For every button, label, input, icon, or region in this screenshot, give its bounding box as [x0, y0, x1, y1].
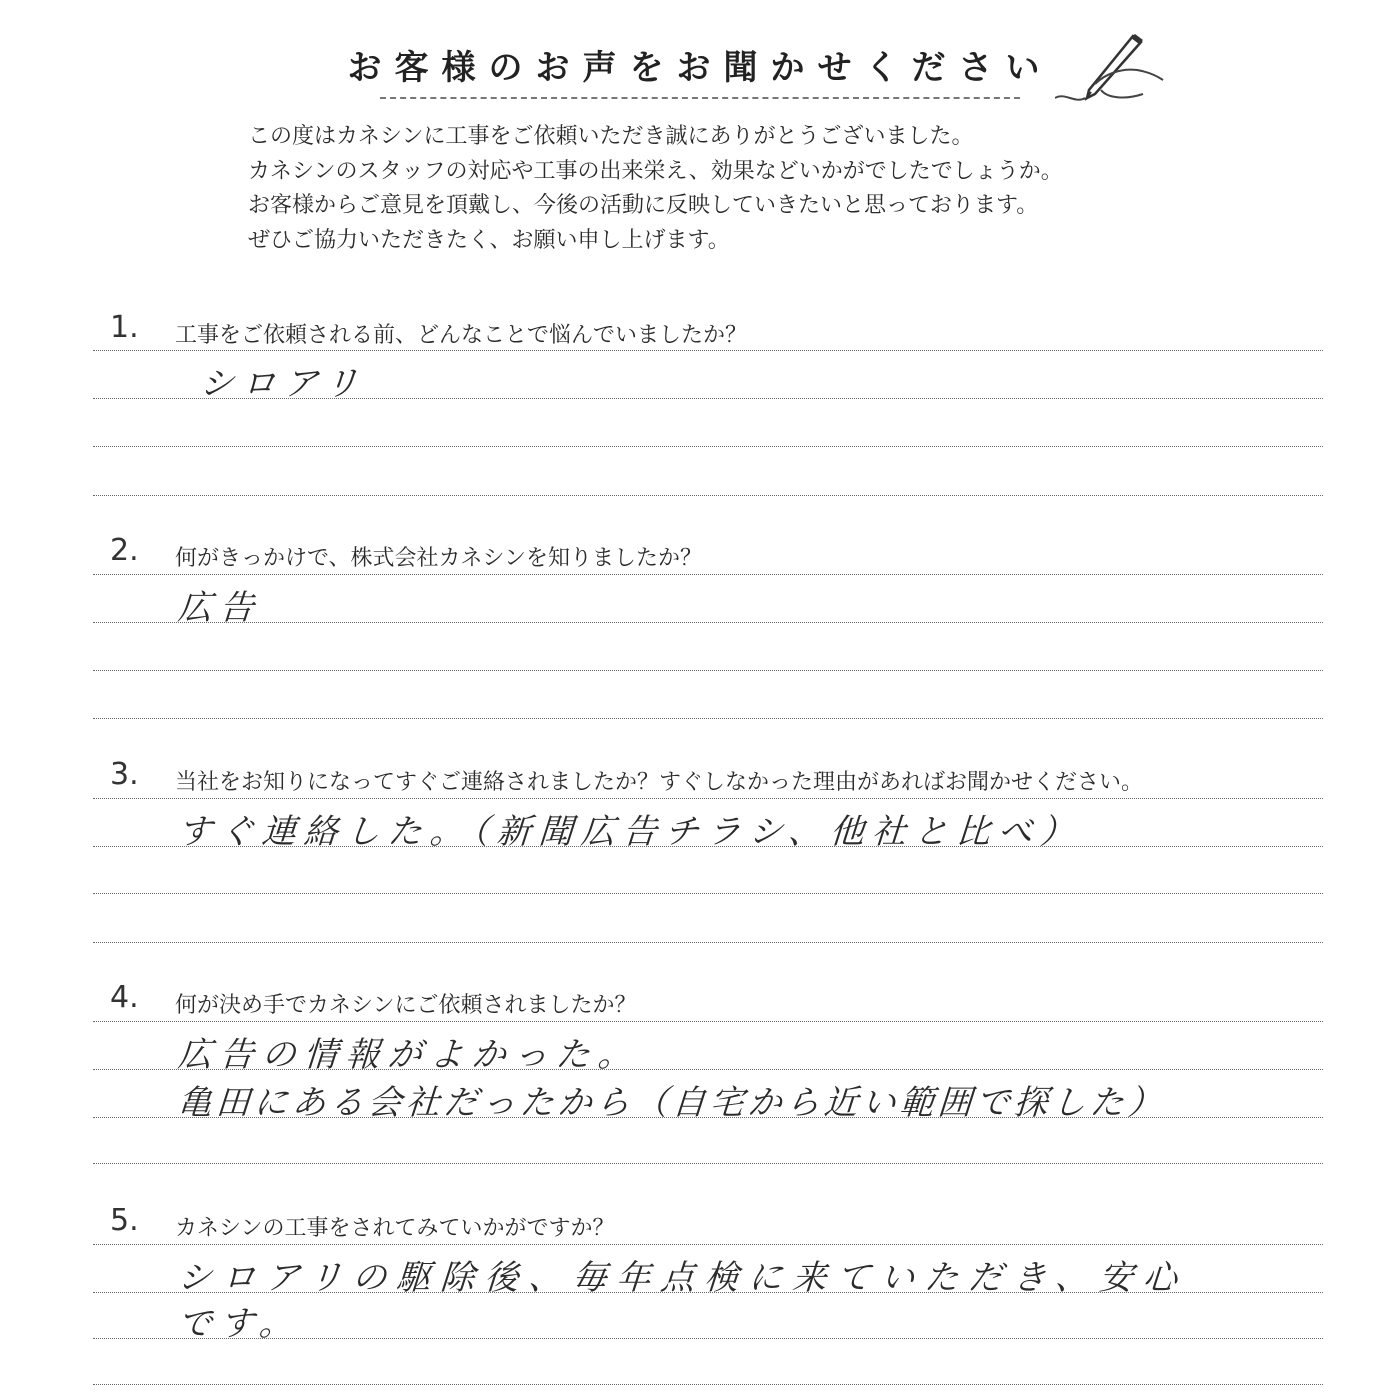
intro-text [248, 120, 1248, 258]
intro-line: ぜひご協力いただきたく、お願い申し上げます。 [248, 227, 730, 253]
answer-line [93, 1384, 1323, 1385]
question-number: 3. [110, 757, 139, 792]
answer-line [93, 798, 1323, 799]
answer-line [93, 1244, 1323, 1245]
handwritten-answer: です。 [176, 1304, 303, 1344]
handwritten-answer: 広告の情報がよかった。 [176, 1035, 642, 1075]
answer-line [93, 446, 1323, 447]
answer-line [93, 1021, 1323, 1022]
question-text: 何が決め手でカネシンにご依頼されましたか？ [175, 993, 637, 1018]
answer-line [93, 574, 1323, 575]
handwritten-answer: シロアリの駆除後、毎年点検に来ていただき、安心 [176, 1258, 1189, 1298]
pen-in-hand-icon [1055, 28, 1165, 112]
answer-line [93, 846, 1323, 847]
answer-line [93, 398, 1323, 399]
answer-line [93, 1163, 1323, 1164]
handwritten-answer: すぐ連絡した。（新聞広告チラシ、他社と比べ） [176, 812, 1084, 852]
question-text: 何がきっかけで、株式会社カネシンを知りましたか？ [175, 546, 703, 571]
handwritten-answer: 広告 [176, 588, 264, 628]
page-title: お客様のお声をお聞かせください [347, 48, 1053, 88]
answer-line [93, 718, 1323, 719]
answer-line [93, 1338, 1323, 1339]
answer-line [93, 622, 1323, 623]
intro-line: この度はカネシンに工事をご依頼いただき誠にありがとうございました。 [248, 124, 974, 149]
answer-line [93, 495, 1323, 496]
answer-line [93, 350, 1323, 351]
intro-line: カネシンのスタッフの対応や工事の出来栄え、効果などいかがでしたでしょうか。 [248, 158, 1063, 184]
intro-line: お客様からご意見を頂戴し、今後の活動に反映していきたいと思っております。 [248, 193, 1039, 218]
question-number: 5. [110, 1203, 139, 1238]
handwritten-answer: シロアリ [198, 364, 368, 404]
question-number: 2. [110, 533, 139, 568]
answer-line [93, 893, 1323, 894]
question-text: カネシンの工事をされてみていかがですか？ [175, 1216, 615, 1241]
question-number: 4. [110, 980, 139, 1015]
answer-line [93, 1292, 1323, 1293]
answer-line [93, 1069, 1323, 1070]
question-text: 工事をご依頼される前、どんなことで悩んでいましたか？ [175, 323, 748, 348]
question-text: 当社をお知りになってすぐご連絡されましたか？すぐしなかった理由があればお聞かせください。 [175, 770, 1144, 795]
question-number: 1. [110, 310, 139, 345]
handwritten-answer: 亀田にある会社だったから（自宅から近い範囲で探した） [176, 1083, 1168, 1123]
title-underline [380, 97, 1020, 99]
answer-line [93, 1117, 1323, 1118]
answer-line [93, 670, 1323, 671]
answer-line [93, 942, 1323, 943]
